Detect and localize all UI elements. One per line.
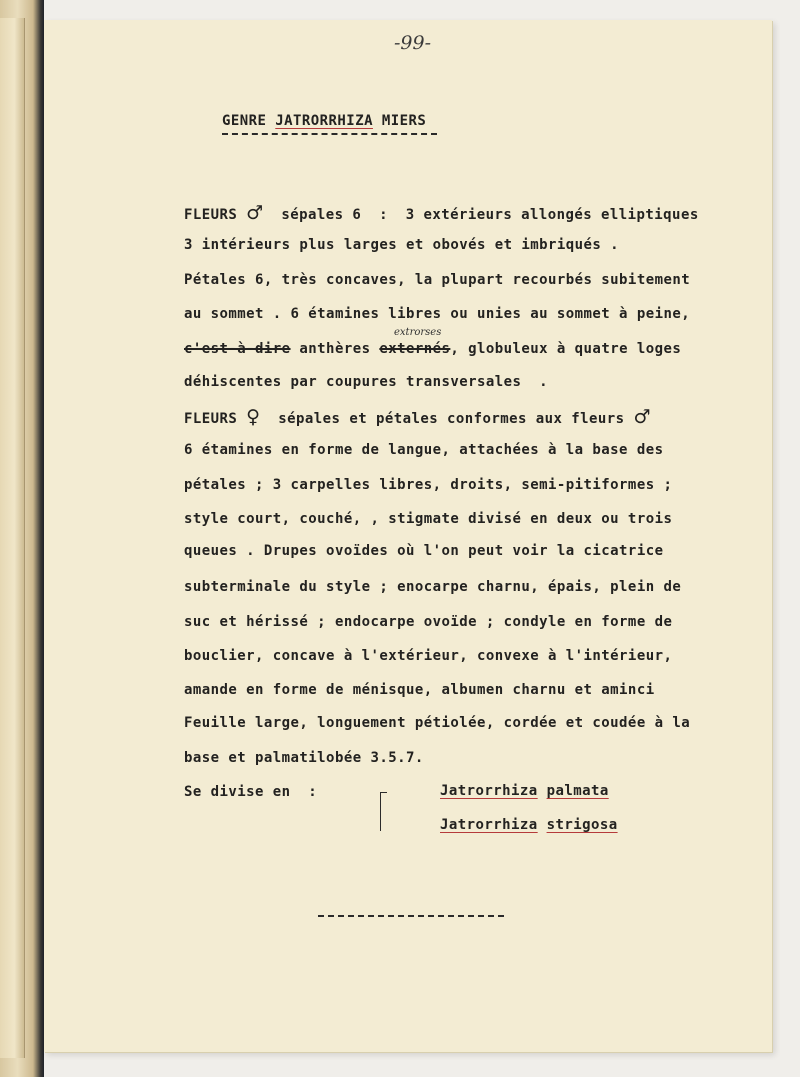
species-item xyxy=(440,817,618,833)
text-line: subterminale du style ; enocarpe charnu, épais, plein de xyxy=(184,579,682,595)
page-title xyxy=(222,113,426,129)
end-dashed-rule xyxy=(318,915,504,917)
left-page-edge xyxy=(0,18,25,1058)
text-line xyxy=(184,202,699,224)
line-text: , globuleux à quatre loges xyxy=(450,341,682,357)
heading-fleurs-male: FLEURS xyxy=(184,207,247,223)
typewritten-page xyxy=(44,20,772,1052)
text-line: déhiscentes par coupures transversales . xyxy=(184,374,549,390)
text-line: pétales ; 3 carpelles libres, droits, semi-pitiformes ; xyxy=(184,477,673,493)
species-genus: Jatrorrhiza xyxy=(440,817,538,833)
line-text: sépales 6 : 3 extérieurs allongés elliptiques xyxy=(263,207,699,223)
title-dashed-underline xyxy=(222,133,437,135)
species-epithet: palmata xyxy=(546,783,609,799)
text-line: suc et hérissé ; endocarpe ovoïde ; condyle en forme de xyxy=(184,614,673,630)
female-symbol-icon: ♀ xyxy=(246,406,261,428)
text-line: au sommet . 6 étamines libres ou unies au sommet à peine, xyxy=(184,306,691,322)
heading-fleurs-female: FLEURS xyxy=(184,411,247,427)
page-number: -99- xyxy=(394,32,432,54)
struck-text: externés xyxy=(379,341,451,357)
text-line xyxy=(184,406,651,428)
text-line: Pétales 6, très concaves, la plupart recourbés subitement xyxy=(184,272,691,288)
male-symbol-icon: ♂ xyxy=(633,406,651,428)
bracket-mark xyxy=(380,792,387,831)
species-genus: Jatrorrhiza xyxy=(440,783,538,799)
male-symbol-icon: ♂ xyxy=(246,202,264,224)
text-line: Feuille large, longuement pétiolée, cordée et coudée à la xyxy=(184,715,691,731)
text-line: 3 intérieurs plus larges et obovés et imbriqués . xyxy=(184,237,620,253)
text-line xyxy=(184,341,681,357)
species-item xyxy=(440,783,609,799)
struck-text: c'est-à-dire xyxy=(184,341,291,357)
title-author: MIERS xyxy=(372,113,427,129)
text-line: style court, couché, , stigmate divisé en deux ou trois xyxy=(184,511,673,527)
species-epithet: strigosa xyxy=(546,817,618,833)
line-text: anthères xyxy=(290,341,380,357)
text-line: base et palmatilobée 3.5.7. xyxy=(184,750,424,766)
text-line: bouclier, concave à l'extérieur, convexe à l'intérieur, xyxy=(184,648,673,664)
text-line: queues . Drupes ovoïdes où l'on peut voir la cicatrice xyxy=(184,543,664,559)
text-line: amande en forme de ménisque, albumen charnu et aminci xyxy=(184,682,655,698)
title-genus: JATRORRHIZA xyxy=(275,113,373,129)
text-line: Se divise en : xyxy=(184,784,318,800)
handwritten-correction: extrorses xyxy=(394,327,442,338)
text-line: 6 étamines en forme de langue, attachées à la base des xyxy=(184,442,664,458)
title-prefix: GENRE xyxy=(222,113,276,129)
line-text: sépales et pétales conformes aux fleurs xyxy=(260,411,634,427)
